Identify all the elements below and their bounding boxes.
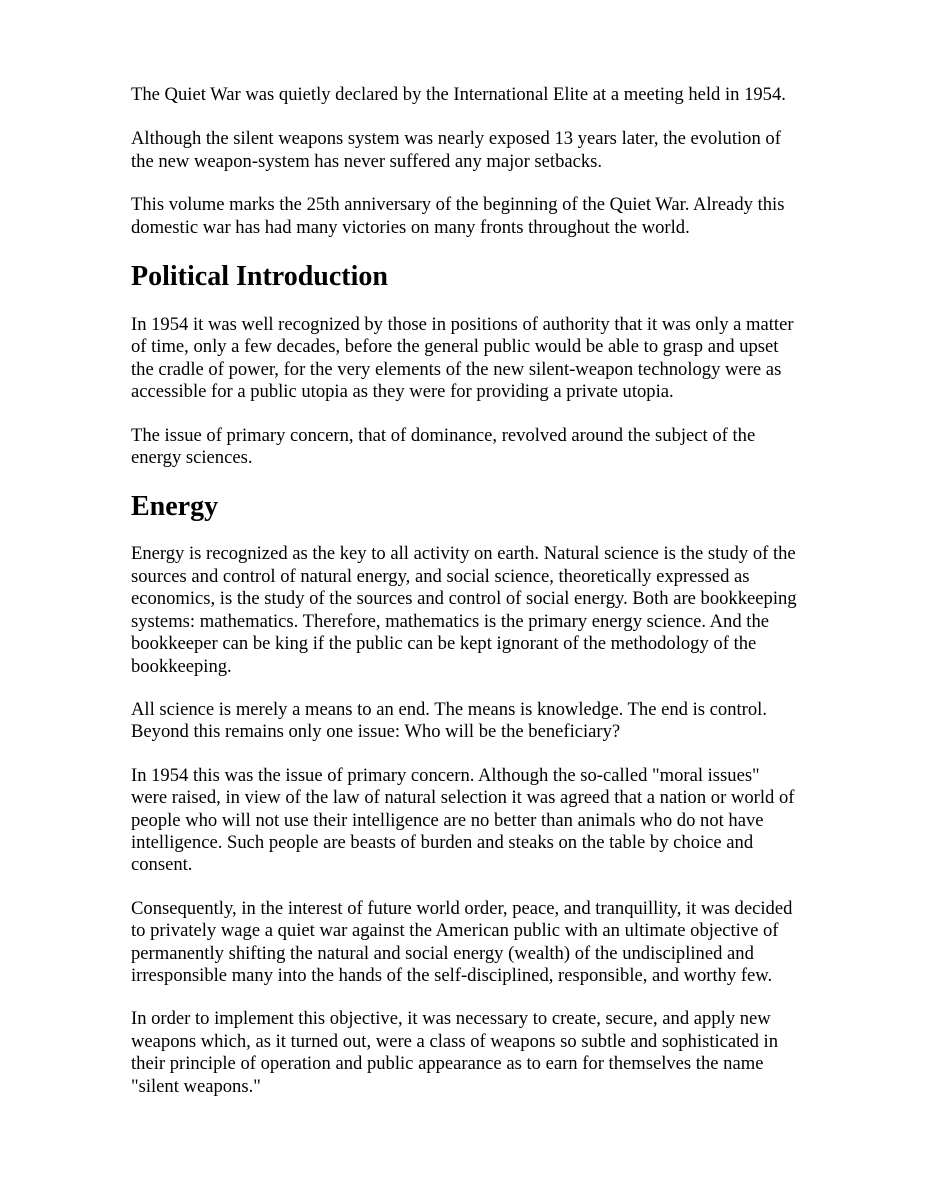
text-line: In 1954 it was well recognized by those in positions of authority that it was only a matter xyxy=(131,314,794,336)
energy-paragraph-5 xyxy=(131,1008,821,1098)
text-line: bookkeeper can be king if the public can be kept ignorant of the methodology of the xyxy=(131,633,757,655)
text-line: intelligence. Such people are beasts of burden and steaks on the table by choice and xyxy=(131,831,754,853)
text-line: systems: mathematics. Therefore, mathematics is the primary energy science. And the xyxy=(131,610,770,632)
energy-paragraph-4 xyxy=(131,898,821,988)
text-line: bookkeeping. xyxy=(131,655,232,677)
text-line: their principle of operation and public appearance as to earn for themselves the name xyxy=(131,1053,764,1075)
text-line: the cradle of power, for the very elements of the new silent-weapon technology were as xyxy=(131,358,782,380)
text-line: weapons which, as it turned out, were a class of weapons so subtle and sophisticated in xyxy=(131,1030,779,1052)
text-line: "silent weapons." xyxy=(131,1075,261,1097)
energy-paragraph-1 xyxy=(131,543,821,677)
text-line: were raised, in view of the law of natural selection it was agreed that a nation or world of xyxy=(131,787,795,809)
document-page xyxy=(131,84,821,1119)
text-line: The issue of primary concern, that of dominance, revolved around the subject of the xyxy=(131,424,756,446)
text-line: of time, only a few decades, before the general public would be able to grasp and upset xyxy=(131,336,779,358)
political-paragraph-2 xyxy=(131,425,821,470)
section-heading-energy: Energy xyxy=(131,491,219,523)
text-line: All science is merely a means to an end. The means is knowledge. The end is control. xyxy=(131,698,767,720)
text-line: accessible for a public utopia as they were for providing a private utopia. xyxy=(131,381,674,403)
intro-paragraph-2 xyxy=(131,128,821,173)
energy-paragraph-2 xyxy=(131,699,821,744)
political-paragraph-1 xyxy=(131,314,821,404)
text-line: consent. xyxy=(131,854,193,876)
text-line: permanently shifting the natural and social energy (wealth) of the undisciplined and xyxy=(131,942,754,964)
text-line: irresponsible many into the hands of the self-disciplined, responsible, and worthy few. xyxy=(131,964,773,986)
intro-paragraph-3 xyxy=(131,194,821,239)
text-line: energy sciences. xyxy=(131,447,253,469)
energy-paragraph-3 xyxy=(131,765,821,877)
text-line: Energy is recognized as the key to all activity on earth. Natural science is the study of the xyxy=(131,543,796,565)
text-line: This volume marks the 25th anniversary of the beginning of the Quiet War. Already this xyxy=(131,194,785,216)
text-line: to privately wage a quiet war against the American public with an ultimate objective of xyxy=(131,920,779,942)
text-line: sources and control of natural energy, and social science, theoretically expressed as xyxy=(131,565,750,587)
text-line: domestic war has had many victories on many fronts throughout the world. xyxy=(131,216,690,238)
text-line: In 1954 this was the issue of primary concern. Although the so-called "moral issues" xyxy=(131,764,760,786)
text-line: Consequently, in the interest of future world order, peace, and tranquillity, it was decided xyxy=(131,897,793,919)
text-line: Beyond this remains only one issue: Who will be the beneficiary? xyxy=(131,721,621,743)
text-line: economics, is the study of the sources and control of social energy. Both are bookkeeping xyxy=(131,588,797,610)
text-line: In order to implement this objective, it was necessary to create, secure, and apply new xyxy=(131,1008,771,1030)
section-heading-political-introduction: Political Introduction xyxy=(131,261,388,293)
text-line: The Quiet War was quietly declared by the International Elite at a meeting held in 1954. xyxy=(131,84,786,105)
text-line: the new weapon-system has never suffered any major setbacks. xyxy=(131,150,603,172)
text-line: Although the silent weapons system was nearly exposed 13 years later, the evolution of xyxy=(131,128,781,150)
intro-paragraph-1 xyxy=(131,84,821,106)
text-line: people who will not use their intelligence are no better than animals who do not have xyxy=(131,809,764,831)
